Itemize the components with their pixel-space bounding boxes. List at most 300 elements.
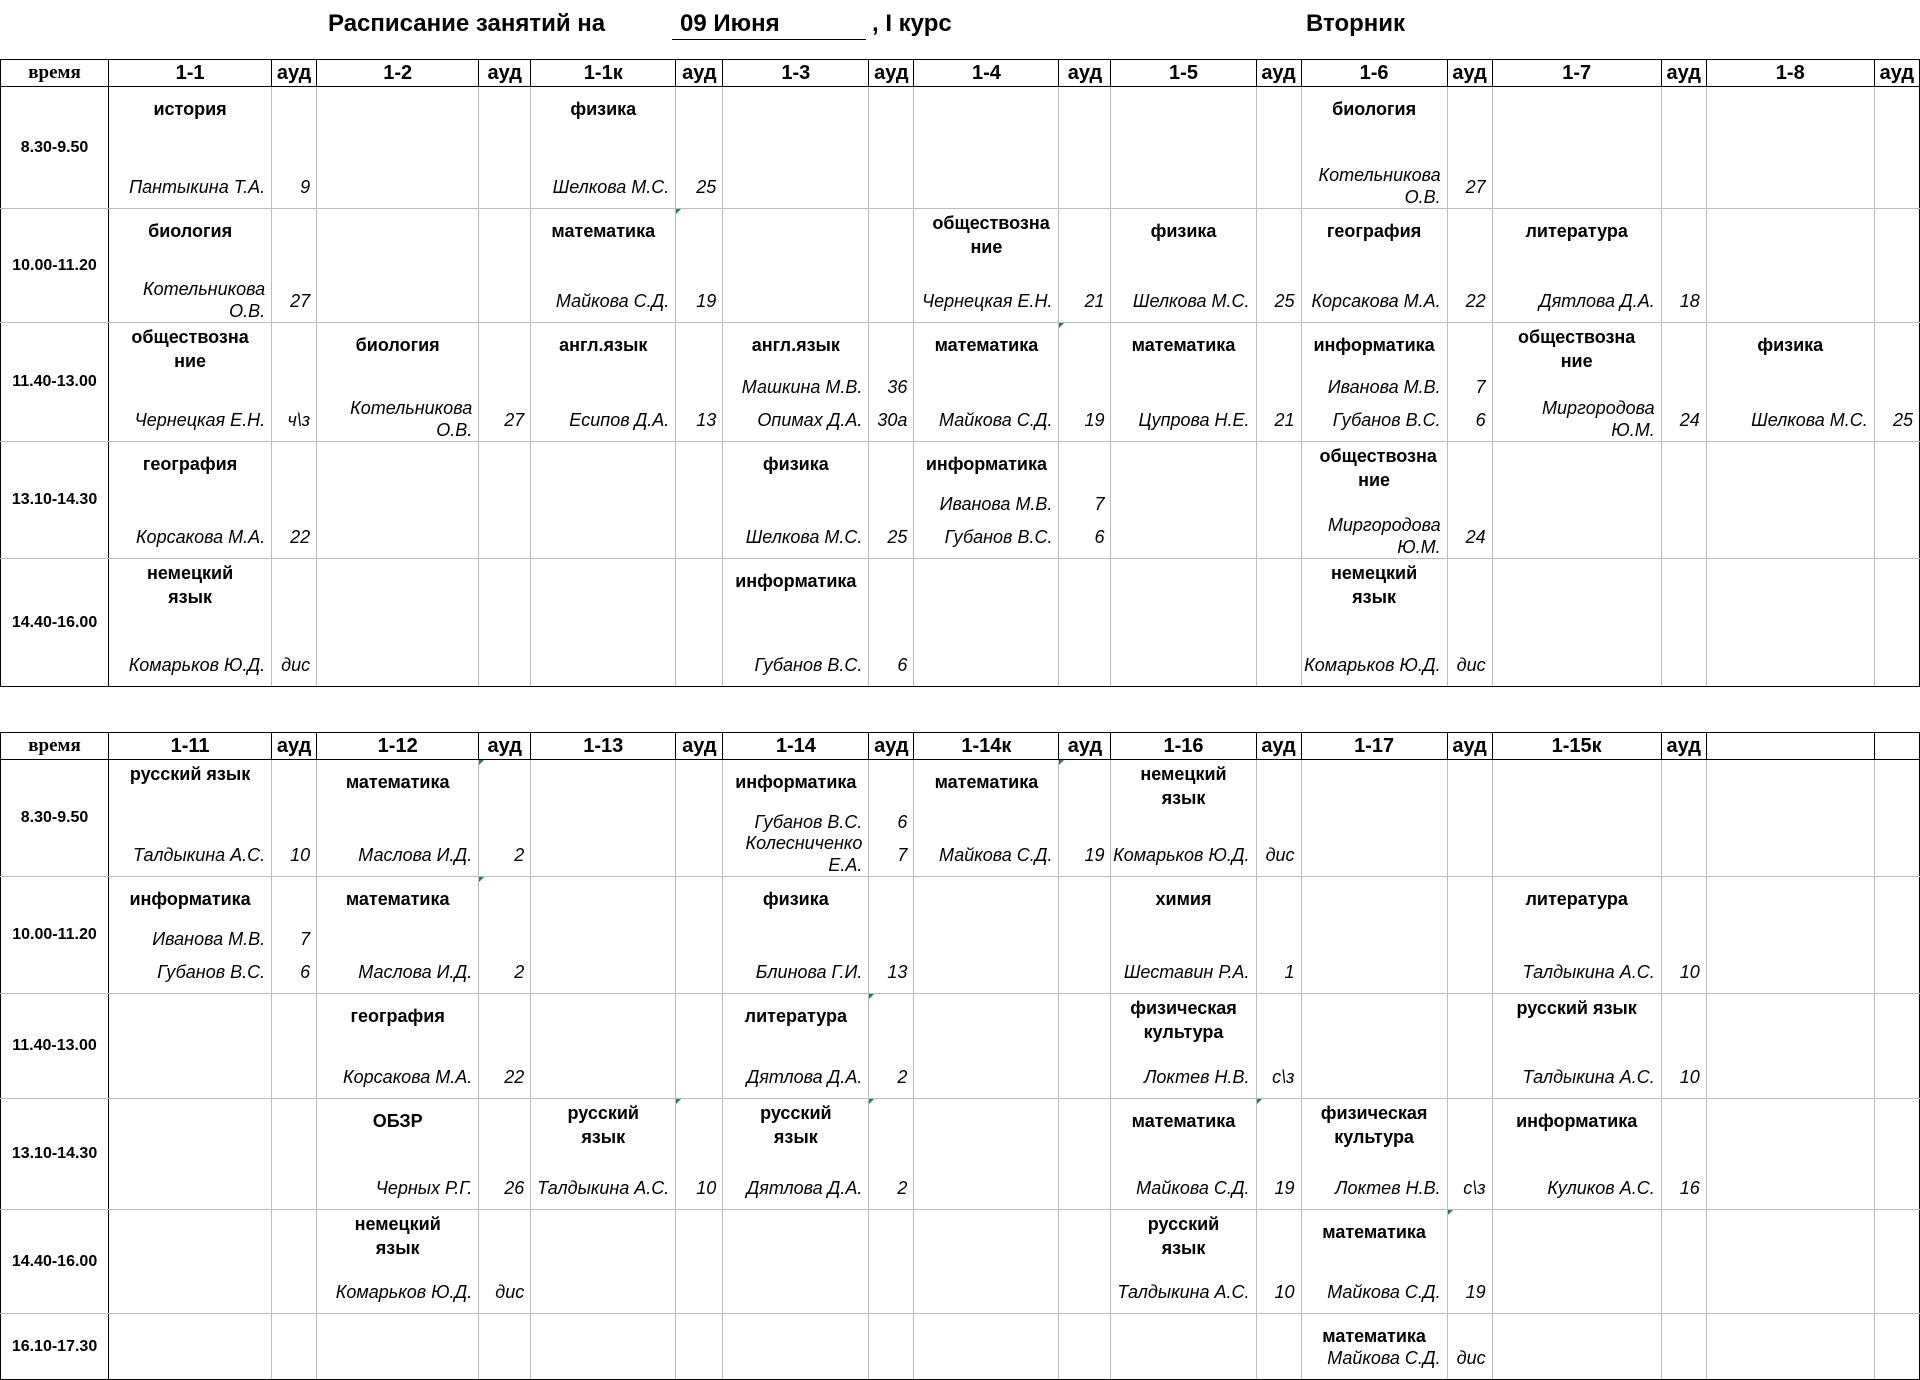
lesson-cell[interactable] <box>1706 1210 1874 1314</box>
subject-name: история <box>153 99 227 119</box>
teacher-name: Шелкова М.С. <box>745 527 863 547</box>
subject-name: математика <box>1131 335 1236 355</box>
room-cell[interactable] <box>272 442 317 559</box>
room-number: 1 <box>1284 962 1295 982</box>
page-title: Расписание занятий на <box>328 10 606 37</box>
room-cell[interactable] <box>272 877 317 994</box>
room-cell[interactable] <box>676 87 723 209</box>
subject-name: немецкий язык <box>354 1214 441 1258</box>
lesson-cell[interactable] <box>1111 1099 1256 1210</box>
room-cell[interactable] <box>1661 994 1706 1099</box>
room-cell[interactable] <box>1874 1210 1919 1314</box>
room-cell[interactable] <box>676 559 723 687</box>
teacher-name: Шелкова М.С. <box>552 177 670 197</box>
lesson-cell[interactable] <box>1492 323 1661 442</box>
lesson-cell[interactable] <box>1706 323 1874 442</box>
subject-name: русский язык <box>1147 1214 1220 1258</box>
comment-marker <box>869 1099 874 1104</box>
room-cell[interactable] <box>1661 323 1706 442</box>
group-column-header: 1-16 <box>1111 733 1256 760</box>
room-cell[interactable] <box>479 323 531 442</box>
room-column-header: ауд <box>479 60 531 87</box>
room-number: 2 <box>514 845 525 865</box>
room-cell[interactable] <box>1059 559 1111 687</box>
teacher-name: Локтев Н.В. <box>1144 1067 1250 1087</box>
room-cell[interactable] <box>1661 760 1706 877</box>
time-slot-row <box>1 1099 1920 1210</box>
lesson-cell[interactable] <box>1301 1099 1447 1210</box>
room-cell[interactable] <box>479 994 531 1099</box>
room-column-header: ауд <box>869 733 914 760</box>
room-number: 24 <box>1465 527 1486 547</box>
room-number: 16 <box>1679 1178 1700 1198</box>
room-column-header: ауд <box>1661 733 1706 760</box>
room-number: 27 <box>504 410 525 430</box>
lesson-cell[interactable] <box>109 87 272 209</box>
lesson-cell[interactable] <box>317 442 479 559</box>
lesson-cell[interactable] <box>1301 323 1447 442</box>
lesson-cell[interactable] <box>1492 877 1661 994</box>
course-label: , I курс <box>872 10 952 37</box>
teacher-name: Миргородова Ю.М. <box>1542 398 1655 440</box>
lesson-cell[interactable] <box>914 877 1059 994</box>
group-column-header: 1-1 <box>109 60 272 87</box>
room-column-header: ауд <box>1874 60 1919 87</box>
time-slot-row <box>1 209 1920 323</box>
room-cell[interactable] <box>869 994 914 1099</box>
teacher-name: Шелкова М.С. <box>1132 291 1250 311</box>
teacher-name: Губанов В.С. <box>754 812 863 832</box>
lesson-cell[interactable] <box>1492 1099 1661 1210</box>
room-cell[interactable] <box>1059 209 1111 323</box>
room-cell[interactable] <box>272 323 317 442</box>
lesson-cell[interactable] <box>1301 994 1447 1099</box>
room-cell[interactable] <box>479 1099 531 1210</box>
room-cell[interactable] <box>1256 760 1301 877</box>
room-cell[interactable] <box>479 559 531 687</box>
lesson-cell[interactable] <box>723 87 869 209</box>
room-cell[interactable] <box>869 442 914 559</box>
lesson-cell[interactable] <box>109 442 272 559</box>
lesson-cell[interactable] <box>109 209 272 323</box>
room-cell[interactable] <box>1059 760 1111 877</box>
room-column-header: ауд <box>1059 733 1111 760</box>
subject-name: биология <box>1332 99 1417 119</box>
lesson-cell[interactable] <box>1111 559 1256 687</box>
room-cell[interactable] <box>479 442 531 559</box>
lesson-cell[interactable] <box>1111 994 1256 1099</box>
lesson-cell[interactable] <box>317 1210 479 1314</box>
room-cell[interactable] <box>1447 994 1492 1099</box>
group-column-header: 1-4 <box>914 60 1059 87</box>
room-cell[interactable] <box>1059 323 1111 442</box>
lesson-cell[interactable] <box>1492 1210 1661 1314</box>
room-cell[interactable] <box>1059 1210 1111 1314</box>
subject-name: математика <box>345 889 450 909</box>
lesson-cell[interactable] <box>317 1099 479 1210</box>
room-cell[interactable] <box>1874 209 1919 323</box>
lesson-cell[interactable] <box>531 442 676 559</box>
room-cell[interactable] <box>272 1099 317 1210</box>
room-cell[interactable] <box>1874 760 1919 877</box>
time-slot-label: 16.10-17.30 <box>1 1314 109 1380</box>
lesson-cell[interactable] <box>109 877 272 994</box>
room-number: 19 <box>1465 1282 1486 1302</box>
room-column-header: ауд <box>1059 60 1111 87</box>
room-cell[interactable] <box>1874 323 1919 442</box>
room-column-header: ауд <box>272 60 317 87</box>
lesson-cell[interactable] <box>317 323 479 442</box>
subject-name: русский язык <box>567 1103 639 1147</box>
room-cell[interactable] <box>1661 877 1706 994</box>
teacher-name: Цупрова Н.Е. <box>1138 410 1250 430</box>
room-number: 26 <box>504 1178 525 1198</box>
lesson-cell[interactable] <box>723 994 869 1099</box>
room-cell[interactable] <box>1874 87 1919 209</box>
lesson-cell[interactable] <box>531 559 676 687</box>
room-number: ч\з <box>287 410 311 430</box>
lesson-cell[interactable] <box>317 87 479 209</box>
room-cell[interactable] <box>1059 87 1111 209</box>
room-cell[interactable] <box>676 994 723 1099</box>
lesson-cell[interactable] <box>1301 87 1447 209</box>
room-cell[interactable] <box>1256 877 1301 994</box>
room-cell[interactable] <box>1059 1099 1111 1210</box>
room-cell[interactable] <box>869 559 914 687</box>
lesson-cell[interactable] <box>1111 442 1256 559</box>
comment-marker <box>1059 760 1064 765</box>
room-number: 36 <box>887 377 908 397</box>
room-number: дис <box>281 655 311 675</box>
room-cell[interactable] <box>676 877 723 994</box>
subject-name: физика <box>762 889 829 909</box>
room-number: 7 <box>300 929 311 949</box>
group-column-header: 1-7 <box>1492 60 1661 87</box>
teacher-name: Майкова С.Д. <box>939 845 1053 865</box>
lesson-cell[interactable] <box>723 559 869 687</box>
subject-name: литература <box>1525 889 1628 909</box>
teacher-name: Майкова С.Д. <box>555 291 670 311</box>
room-cell[interactable] <box>1874 559 1919 687</box>
room-cell[interactable] <box>1256 442 1301 559</box>
lesson-cell[interactable] <box>317 994 479 1099</box>
room-cell[interactable] <box>272 209 317 323</box>
lesson-cell[interactable] <box>1706 442 1874 559</box>
room-cell[interactable] <box>272 87 317 209</box>
lesson-cell[interactable] <box>1706 87 1874 209</box>
room-cell[interactable] <box>1256 1099 1301 1210</box>
room-number: 19 <box>1084 410 1105 430</box>
lesson-cell[interactable] <box>914 1099 1059 1210</box>
room-cell[interactable] <box>1661 209 1706 323</box>
teacher-name: Маслова И.Д. <box>358 962 473 982</box>
teacher-name: Майкова С.Д. <box>1327 1282 1441 1302</box>
room-cell[interactable] <box>1256 323 1301 442</box>
teacher-name: Дятлова Д.А. <box>1538 291 1655 311</box>
lesson-cell[interactable] <box>723 442 869 559</box>
room-cell[interactable] <box>272 760 317 877</box>
group-column-header: 1-8 <box>1706 60 1874 87</box>
room-cell[interactable] <box>1447 323 1492 442</box>
room-cell[interactable] <box>1874 442 1919 559</box>
teacher-name: Губанов В.С. <box>1332 410 1441 430</box>
lesson-cell[interactable] <box>317 760 479 877</box>
lesson-cell[interactable] <box>109 760 272 877</box>
room-number: 2 <box>897 1178 908 1198</box>
lesson-cell[interactable] <box>317 559 479 687</box>
room-cell[interactable] <box>1661 442 1706 559</box>
lesson-cell[interactable] <box>914 760 1059 877</box>
schedule-table-1 <box>0 59 1920 687</box>
room-cell[interactable] <box>676 323 723 442</box>
lesson-cell[interactable] <box>1492 87 1661 209</box>
room-number: 25 <box>1892 410 1913 430</box>
lesson-cell[interactable] <box>723 209 869 323</box>
header-row <box>1 733 1920 760</box>
room-number: 25 <box>696 177 717 197</box>
room-cell[interactable] <box>1256 1210 1301 1314</box>
room-cell[interactable] <box>272 994 317 1099</box>
lesson-cell[interactable] <box>531 1099 676 1210</box>
room-number: 6 <box>1475 410 1486 430</box>
time-slot-label: 13.10-14.30 <box>1 442 109 559</box>
room-number: 21 <box>1274 410 1295 430</box>
subject-name: география <box>142 454 238 474</box>
room-cell[interactable] <box>1874 1099 1919 1210</box>
room-cell[interactable] <box>1059 877 1111 994</box>
lesson-cell[interactable] <box>1301 442 1447 559</box>
subject-name: математика <box>345 772 450 792</box>
lesson-cell[interactable] <box>317 209 479 323</box>
time-slot-row <box>1 1210 1920 1314</box>
room-number: 9 <box>300 177 311 197</box>
room-cell[interactable] <box>1661 559 1706 687</box>
lesson-cell[interactable] <box>531 209 676 323</box>
lesson-cell[interactable] <box>109 1210 272 1314</box>
room-cell[interactable] <box>1059 442 1111 559</box>
teacher-name: Иванова М.В. <box>939 494 1053 514</box>
schedule-date: 09 Июня <box>672 10 866 40</box>
room-number: 21 <box>1084 291 1105 311</box>
subject-name: литература <box>744 1006 848 1026</box>
room-cell[interactable] <box>869 87 914 209</box>
subject-name: литература <box>1525 221 1628 241</box>
lesson-cell[interactable] <box>531 760 676 877</box>
lesson-cell[interactable] <box>109 559 272 687</box>
lesson-cell[interactable] <box>1492 559 1661 687</box>
subject-name: география <box>350 1006 445 1026</box>
lesson-cell[interactable] <box>1706 877 1874 994</box>
time-slot-row <box>1 87 1920 209</box>
teacher-name: Талдыкина А.С. <box>1117 1282 1250 1302</box>
teacher-name: Иванова М.В. <box>1327 377 1441 397</box>
lesson-cell[interactable] <box>914 209 1059 323</box>
lesson-cell[interactable] <box>1301 760 1447 877</box>
teacher-name: Дятлова Д.А. <box>746 1178 863 1198</box>
subject-name: немецкий язык <box>1330 563 1418 607</box>
room-number: с\з <box>1463 1178 1486 1198</box>
room-cell[interactable] <box>869 760 914 877</box>
room-cell[interactable] <box>1447 87 1492 209</box>
lesson-cell[interactable] <box>531 323 676 442</box>
comment-marker <box>869 994 874 999</box>
lesson-cell[interactable] <box>914 323 1059 442</box>
lesson-cell[interactable] <box>914 1210 1059 1314</box>
lesson-cell[interactable] <box>531 1210 676 1314</box>
room-column-header: ауд <box>869 60 914 87</box>
teacher-name: Талдыкина А.С. <box>537 1178 670 1198</box>
lesson-cell[interactable] <box>1706 1099 1874 1210</box>
group-column-header: 1-17 <box>1301 733 1447 760</box>
lesson-cell[interactable] <box>1492 994 1661 1099</box>
lesson-cell[interactable] <box>531 877 676 994</box>
lesson-cell[interactable] <box>1706 559 1874 687</box>
room-cell[interactable] <box>272 559 317 687</box>
room-number: 25 <box>1274 291 1295 311</box>
teacher-name: Котельникова О.В. <box>1318 165 1441 207</box>
time-slot-row <box>1 877 1920 994</box>
lesson-cell[interactable] <box>1706 760 1874 877</box>
subject-name: математика <box>1322 1222 1426 1242</box>
room-cell[interactable] <box>676 442 723 559</box>
lesson-cell[interactable] <box>1111 323 1256 442</box>
lesson-cell[interactable] <box>723 760 869 877</box>
time-slot-label: 13.10-14.30 <box>1 1099 109 1210</box>
time-slot-label: 14.40-16.00 <box>1 1210 109 1314</box>
room-cell[interactable] <box>676 209 723 323</box>
room-cell[interactable] <box>1661 1099 1706 1210</box>
lesson-cell[interactable] <box>914 559 1059 687</box>
lesson-cell[interactable] <box>1706 994 1874 1099</box>
group-column-header <box>1706 733 1874 760</box>
room-cell[interactable] <box>272 1210 317 1314</box>
subject-name: физика <box>570 99 637 119</box>
room-cell[interactable] <box>676 1099 723 1210</box>
subject-name: информатика <box>925 454 1048 474</box>
room-column-header: ауд <box>272 733 317 760</box>
subject-name: обществозна ние <box>932 213 1050 257</box>
lesson-cell[interactable] <box>109 994 272 1099</box>
lesson-cell[interactable] <box>1706 209 1874 323</box>
lesson-cell[interactable] <box>723 877 869 994</box>
subject-name: информатика <box>1313 335 1435 355</box>
lesson-cell[interactable] <box>1301 1210 1447 1314</box>
subject-name: немецкий язык <box>1140 764 1227 808</box>
room-cell[interactable] <box>1256 87 1301 209</box>
subject-name: география <box>1326 221 1422 241</box>
teacher-name: Опимах Д.А. <box>757 410 863 430</box>
room-cell[interactable] <box>1447 209 1492 323</box>
lesson-cell[interactable] <box>1492 209 1661 323</box>
lesson-cell[interactable] <box>1111 1210 1256 1314</box>
time-slot-row <box>1 559 1920 687</box>
lesson-cell[interactable] <box>1492 760 1661 877</box>
comment-marker <box>479 877 484 882</box>
room-cell[interactable] <box>676 760 723 877</box>
lesson-cell[interactable] <box>723 323 869 442</box>
room-cell[interactable] <box>479 877 531 994</box>
comment-marker <box>479 760 484 765</box>
subject-name: информатика <box>129 889 251 909</box>
room-cell[interactable] <box>1447 877 1492 994</box>
room-cell[interactable] <box>1447 760 1492 877</box>
teacher-name: Майкова С.Д. <box>939 410 1053 430</box>
room-cell[interactable] <box>869 1099 914 1210</box>
room-cell[interactable] <box>1874 994 1919 1099</box>
subject-name: информатика <box>735 571 857 591</box>
room-cell[interactable] <box>869 1210 914 1314</box>
lesson-cell[interactable] <box>1111 209 1256 323</box>
room-cell[interactable] <box>1447 1099 1492 1210</box>
room-cell[interactable] <box>479 87 531 209</box>
lesson-cell[interactable] <box>317 877 479 994</box>
teacher-name: Корсакова М.А. <box>343 1067 473 1087</box>
time-slot-label: 10.00-11.20 <box>1 209 109 323</box>
time-slot-row <box>1 442 1920 559</box>
room-number: 6 <box>897 812 908 832</box>
subject-name: ОБЗР <box>372 1111 423 1131</box>
room-cell[interactable] <box>479 1210 531 1314</box>
lesson-cell[interactable] <box>1301 209 1447 323</box>
lesson-cell[interactable] <box>1301 559 1447 687</box>
lesson-cell[interactable] <box>109 323 272 442</box>
room-cell[interactable] <box>1874 877 1919 994</box>
lesson-cell[interactable] <box>1111 877 1256 994</box>
room-cell[interactable] <box>1447 442 1492 559</box>
subject-name: химия <box>1155 889 1212 909</box>
lesson-cell[interactable] <box>1111 760 1256 877</box>
room-cell[interactable] <box>869 209 914 323</box>
room-cell[interactable] <box>1447 559 1492 687</box>
lesson-cell[interactable] <box>1492 442 1661 559</box>
room-cell[interactable] <box>869 323 914 442</box>
lesson-cell[interactable] <box>723 1210 869 1314</box>
lesson-cell[interactable] <box>1301 877 1447 994</box>
room-cell[interactable] <box>479 209 531 323</box>
room-number: 10 <box>1274 1282 1295 1302</box>
room-cell[interactable] <box>1256 559 1301 687</box>
lesson-cell[interactable] <box>723 1099 869 1210</box>
room-cell[interactable] <box>1256 209 1301 323</box>
room-cell[interactable] <box>676 1210 723 1314</box>
room-cell[interactable] <box>1661 1210 1706 1314</box>
teacher-name: Котельникова О.В. <box>350 398 473 440</box>
time-slot-label: 10.00-11.20 <box>1 877 109 994</box>
lesson-cell[interactable] <box>531 994 676 1099</box>
room-cell[interactable] <box>1447 1210 1492 1314</box>
room-cell[interactable] <box>1661 87 1706 209</box>
lesson-cell[interactable] <box>914 87 1059 209</box>
lesson-cell[interactable] <box>914 442 1059 559</box>
comment-marker <box>1059 323 1064 328</box>
room-number: 27 <box>290 291 311 311</box>
room-number: 7 <box>897 845 908 865</box>
lesson-cell[interactable] <box>531 87 676 209</box>
room-cell[interactable] <box>1059 994 1111 1099</box>
room-cell[interactable] <box>1256 994 1301 1099</box>
time-slot-label: 11.40-13.00 <box>1 323 109 442</box>
lesson-cell[interactable] <box>1111 87 1256 209</box>
lesson-cell[interactable] <box>109 1099 272 1210</box>
lesson-cell[interactable] <box>914 994 1059 1099</box>
room-cell[interactable] <box>869 877 914 994</box>
comment-marker <box>1257 1099 1262 1104</box>
room-number: дис <box>1456 655 1486 675</box>
room-number: 7 <box>1094 494 1105 514</box>
room-cell[interactable] <box>479 760 531 877</box>
teacher-name: Комарьков Ю.Д. <box>335 1282 473 1302</box>
room-number: 22 <box>1465 291 1486 311</box>
